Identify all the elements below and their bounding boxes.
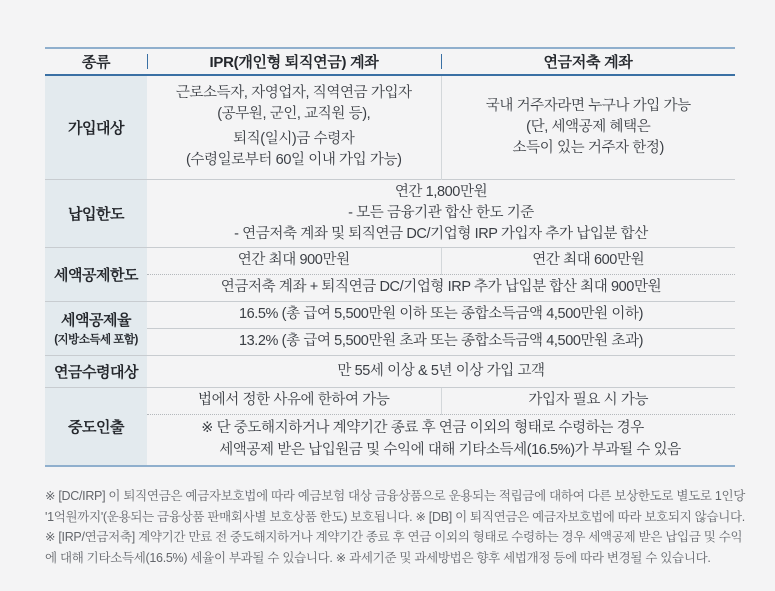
pension-comparison-table xyxy=(45,47,735,467)
join-target-irp-line: 퇴직(일시)금 수령자 xyxy=(233,131,355,148)
cell-early-withdrawal-note xyxy=(147,414,735,466)
join-target-irp-line: 근로소득자, 자영업자, 직역연금 가입자 xyxy=(175,85,412,102)
early-withdrawal-note xyxy=(201,418,681,461)
payment-limit-line: 연간 1,800만원 xyxy=(394,183,488,200)
cell-join-target-irp xyxy=(147,75,441,179)
row-tax-credit-rate-high xyxy=(45,328,735,355)
early-withdrawal-note-line: ※ 단 중도해지하거나 계약기간 종료 후 연금 이외의 형태로 수령하는 경우 xyxy=(201,420,644,437)
cell-join-target-savings xyxy=(441,75,735,179)
cell-early-withdrawal-savings: 가입자 필요 시 가능 xyxy=(441,387,735,414)
cell-payment-limit xyxy=(147,179,735,247)
label-pension-eligibility: 연금수령대상 xyxy=(45,355,147,387)
header-type: 종류 xyxy=(45,48,147,75)
table-header-row xyxy=(45,48,735,75)
row-pension-eligibility xyxy=(45,355,735,387)
footnote-tax-rules: ※ [IRP/연금저축] 계약기간 만료 전 중도해지하거나 계약기간 종료 후 연금 이외의 형태로 수령하는 경우 세액공제 받은 납입금 및 수익에 대해 기타소득세(16.5%) 세율이 부과될 수 있습니다. ※ 과세기준 및 과세방법은 향후 세법개정 등에 따라 변경될 수 있습니다. xyxy=(45,530,743,565)
label-early-withdrawal: 중도인출 xyxy=(45,387,147,466)
header-pension-savings-account: 연금저축 계좌 xyxy=(441,48,735,75)
row-tax-credit-limit-combined xyxy=(45,274,735,301)
header-irp-account: IPR(개인형 퇴직연금) 계좌 xyxy=(147,48,441,75)
cell-early-withdrawal-irp: 법에서 정한 사유에 한하여 가능 xyxy=(147,387,441,414)
early-withdrawal-note-line: 세액공제 받은 납입원금 및 수익에 대해 기타소득세(16.5%)가 부과될 수 있음 xyxy=(219,441,681,458)
label-tax-credit-limit: 세액공제한도 xyxy=(45,247,147,301)
payment-limit-line: - 모든 금융기관 합산 한도 기준 xyxy=(348,204,534,221)
payment-limit-line: - 연금저축 계좌 및 퇴직연금 DC/기업형 IRP 가입자 추가 납입분 합산 xyxy=(234,225,648,242)
label-payment-limit: 납입한도 xyxy=(45,179,147,247)
row-join-target xyxy=(45,75,735,179)
tax-credit-rate-label: 세액공제율 xyxy=(61,312,131,329)
join-target-irp-line: (공무원, 군인, 교직원 등), xyxy=(217,106,371,123)
join-target-savings-line: 소득이 있는 거주자 한정) xyxy=(512,139,664,156)
row-early-withdrawal xyxy=(45,387,735,414)
cell-pension-eligibility: 만 55세 이상 & 5년 이상 가입 고객 xyxy=(147,355,735,387)
join-target-irp-line: (수령일로부터 60일 이내 가입 가능) xyxy=(185,152,402,169)
cell-tax-credit-rate-high: 13.2% (총 급여 5,500만원 초과 또는 종합소득금액 4,500만원 초과) xyxy=(147,328,735,355)
cell-tax-credit-limit-savings: 연간 최대 600만원 xyxy=(441,247,735,274)
label-tax-credit-rate xyxy=(45,301,147,355)
footnotes xyxy=(45,486,753,568)
join-target-savings-line: (단, 세액공제 혜택은 xyxy=(526,118,651,135)
cell-tax-credit-limit-combined: 연금저축 계좌 + 퇴직연금 DC/기업형 IRP 추가 납입분 합산 최대 900만원 xyxy=(147,274,735,301)
label-join-target: 가입대상 xyxy=(45,75,147,179)
tax-credit-rate-sublabel: (지방소득세 포함) xyxy=(54,334,138,346)
cell-tax-credit-limit-irp: 연간 최대 900만원 xyxy=(147,247,441,274)
cell-tax-credit-rate-low: 16.5% (총 급여 5,500만원 이하 또는 종합소득금액 4,500만원 이하) xyxy=(147,301,735,328)
join-target-savings-line: 국내 거주자라면 누구나 가입 가능 xyxy=(485,97,691,114)
row-payment-limit xyxy=(45,179,735,247)
footnote-deposit-protection: ※ [DC/IRP] 이 퇴직연금은 예금자보호법에 따라 예금보험 대상 금융상품으로 운용되는 적립금에 대하여 다른 보상한도로 별도로 1인당 '1억원까지'(운용되는 금융상품 판매회사별 보호상품 한도) 보호됩니다. ※ [DB] 이 퇴직연금은 예금자보호법에 따라 보호되지 않습니다. xyxy=(45,489,746,524)
row-tax-credit-limit xyxy=(45,247,735,274)
row-tax-credit-rate-low xyxy=(45,301,735,328)
row-early-withdrawal-note xyxy=(45,414,735,466)
